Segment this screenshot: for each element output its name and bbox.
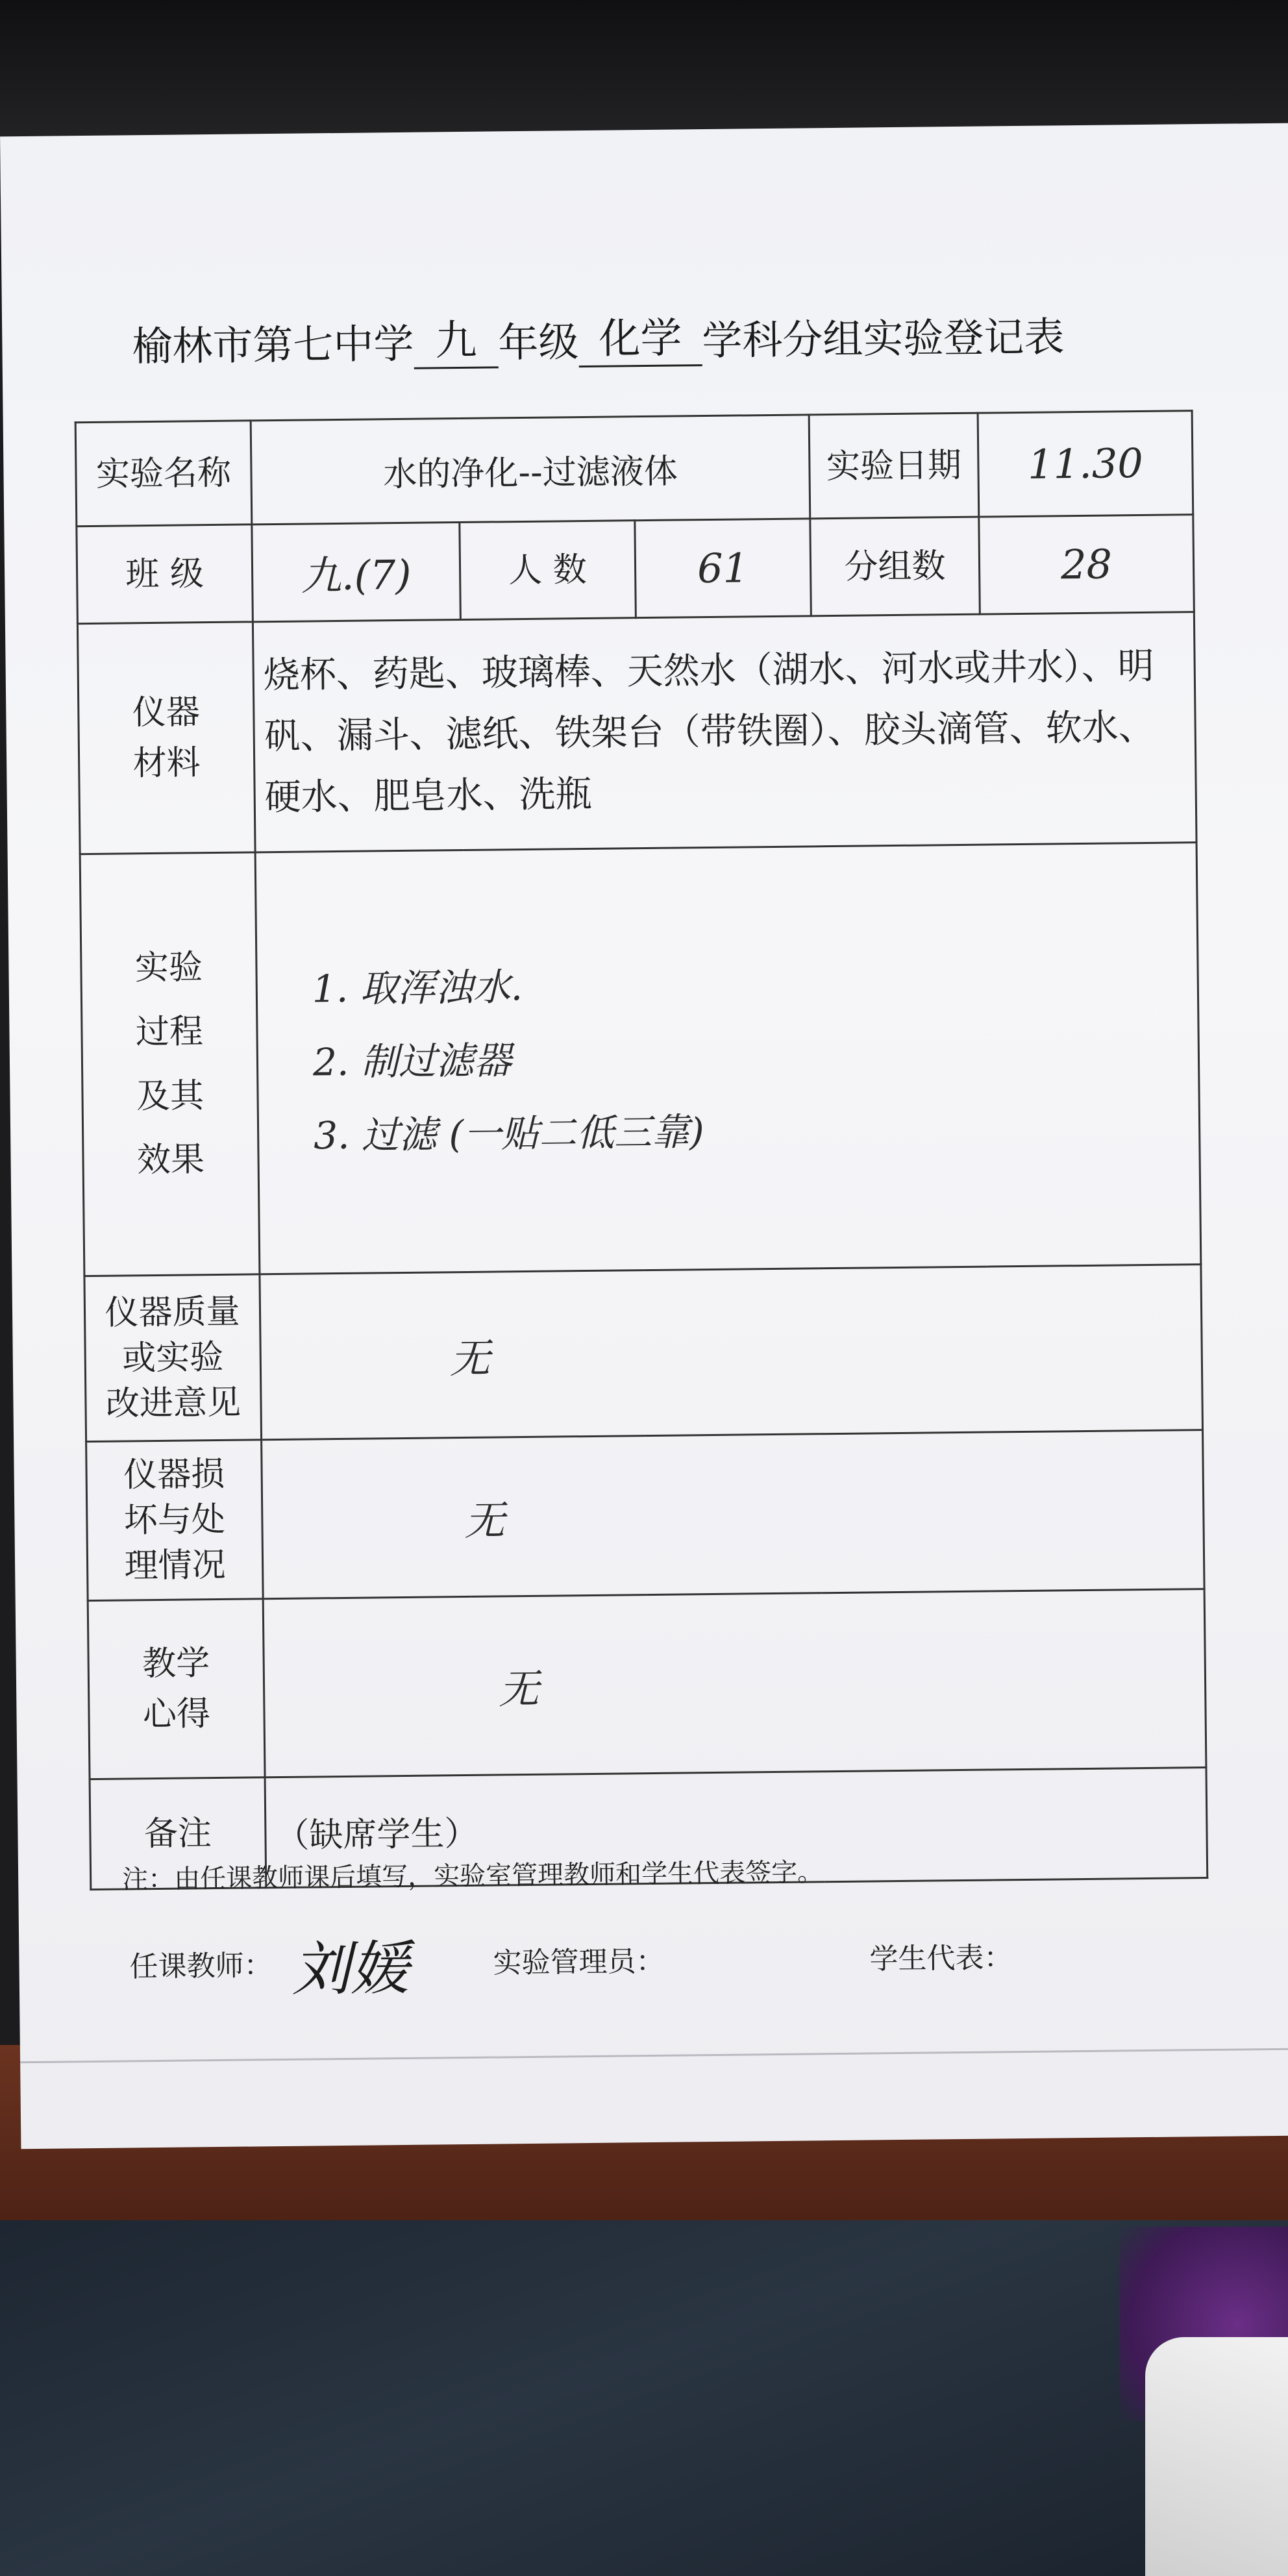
row-experiment-name [75, 411, 1193, 526]
photo-background-white-object [1145, 2337, 1288, 2576]
signature-row [129, 1913, 1233, 2002]
student-representative-label: 学生代表： [869, 1941, 1013, 1976]
process-label-line-3: 及其 [136, 1076, 204, 1116]
materials-label [77, 622, 255, 854]
teacher-label: 任课教师： [129, 1949, 273, 1984]
class-value: 九.(7) [252, 523, 461, 622]
row-materials [77, 612, 1196, 854]
title-school: 榆林市第七中学 [132, 319, 414, 371]
student-count-value: 61 [635, 519, 811, 618]
photo-background-cloth [0, 2220, 1288, 2576]
quality-label-line-3: 改进意见 [105, 1383, 242, 1424]
process-step-3: 3. 过滤 (一贴二低三靠) [313, 1109, 704, 1158]
quality-label-line-1: 仪器质量 [105, 1292, 240, 1333]
group-count-value: 28 [979, 515, 1195, 614]
student-count-label: 人 数 [460, 521, 636, 620]
process-label [80, 852, 260, 1276]
teacher-signature: 刘媛 [291, 1934, 410, 2004]
process-steps [255, 843, 1201, 1274]
materials-value: 烧杯、药匙、玻璃棒、天然水（湖水、河水或井水）、明矾、漏斗、滤纸、铁架台（带铁圈）、胶头滴管、软水、硬水、肥皂水、洗瓶 [253, 612, 1196, 852]
paper-fold-line [20, 2048, 1288, 2063]
process-step-2: 2. 制过滤器 [312, 1038, 512, 1085]
quality-label-line-2: 或实验 [121, 1337, 224, 1378]
quality-value: 无 [260, 1265, 1203, 1440]
teaching-label-line-1: 教学 [142, 1644, 210, 1684]
damage-label-line-3: 理情况 [124, 1545, 226, 1586]
quality-label [84, 1274, 262, 1442]
damage-label-line-1: 仪器损 [123, 1454, 225, 1495]
group-count-label: 分组数 [810, 517, 980, 616]
title-suffix: 学科分组实验登记表 [702, 313, 1065, 365]
process-label-line-4: 效果 [136, 1140, 205, 1180]
process-label-line-2: 过程 [135, 1011, 204, 1052]
damage-value: 无 [262, 1430, 1205, 1599]
teaching-label [88, 1599, 265, 1779]
materials-label-line-1: 仪器 [132, 693, 201, 733]
lab-admin-label: 实验管理员： [493, 1944, 665, 1980]
form-title [132, 300, 1158, 382]
experiment-date-label: 实验日期 [809, 413, 979, 519]
experiment-name-value: 水的净化--过滤液体 [251, 415, 810, 525]
row-process [80, 843, 1201, 1276]
row-quality [84, 1265, 1203, 1442]
remarks-value: （缺席学生） [265, 1768, 1208, 1888]
experiment-form-table [75, 410, 1209, 1890]
experiment-name-label: 实验名称 [75, 421, 252, 526]
teaching-value: 无 [263, 1589, 1206, 1777]
damage-label-line-2: 坏与处 [123, 1500, 226, 1541]
row-damage [86, 1430, 1205, 1601]
form-footnote: 注：由任课教师课后填写，实验室管理教师和学生代表签字。 [121, 1857, 824, 1895]
materials-label-line-2: 材料 [132, 743, 201, 784]
class-label: 班 级 [77, 525, 253, 624]
process-label-line-1: 实验 [134, 948, 203, 988]
row-class-info [77, 515, 1195, 624]
title-grade-suffix: 年级 [498, 318, 579, 367]
title-subject-field: 化学 [578, 304, 702, 367]
experiment-date-value: 11.30 [978, 411, 1193, 517]
registration-form-paper [0, 123, 1288, 2149]
teaching-label-line-2: 心得 [142, 1694, 211, 1735]
process-step-1: 1. 取浑浊水. [312, 964, 523, 1011]
damage-label [86, 1440, 264, 1601]
remarks-label: 备注 [90, 1777, 266, 1890]
title-grade-field: 九 [414, 306, 499, 369]
row-teaching [88, 1589, 1206, 1779]
